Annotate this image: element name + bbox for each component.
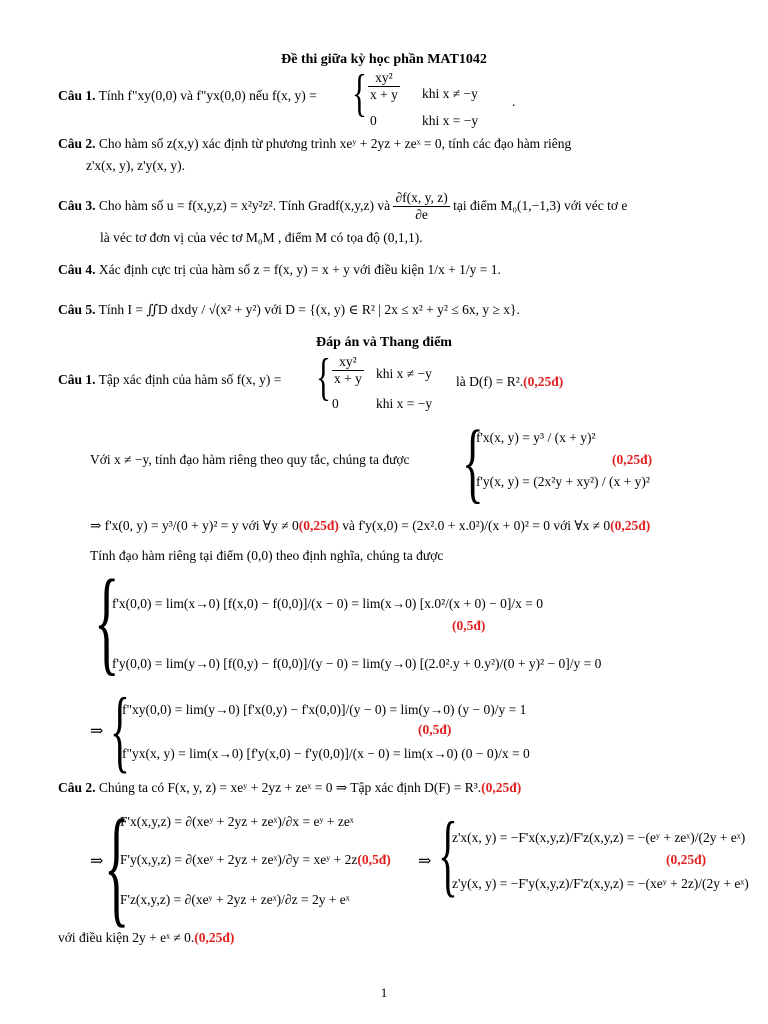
a1-domain-text: Tập xác định của hàm số f(x, y) = <box>98 372 282 387</box>
a1-score-mixed: (0,5đ) <box>418 722 452 737</box>
a1-line-fx0: ⇒ f'x(0, y) = y³/(0 + y)² = y với ∀y ≠ 0 <box>90 518 299 533</box>
q1-case1 <box>368 70 400 103</box>
a2-Fz: F'z(x,y,z) = ∂(xeʸ + 2yz + zeˣ)/∂z = 2y + eˣ <box>120 892 350 907</box>
page-number: 1 <box>380 985 388 1000</box>
a1-case2: 0 <box>332 396 339 411</box>
a1-line-fy0: và f'y(x,0) = (2x².0 + x.0²)/(x + 0)² = 0 với ∀x ≠ 0 <box>342 518 611 533</box>
q1-case1-cond: khi x ≠ −y <box>422 86 478 101</box>
q1-case1-num: xy² <box>368 70 400 87</box>
a1-score-fy0: (0,25đ) <box>610 518 651 533</box>
q5-label: Câu 5. <box>58 302 96 317</box>
a2-z-brace: { <box>438 803 458 905</box>
a1-mixed-yx: f"yx(x, y) = lim(x→0) [f'y(x,0) − f'y(0,0)]/(x − 0) = lim(x→0) (0 − 0)/x = 0 <box>122 746 530 761</box>
question-4 <box>58 262 501 278</box>
a1-partial-line <box>90 518 650 534</box>
a1-fy: f'y(x, y) = (2x²y + xy²) / (x + y)² <box>476 474 650 489</box>
q1-brace: { <box>352 65 367 122</box>
q2-label: Câu 2. <box>58 136 96 151</box>
q1-case2: 0 <box>370 113 377 128</box>
a1-rule-brace: { <box>462 413 484 512</box>
q4-cond: 1/x + 1/y = 1. <box>427 262 501 277</box>
a1-rule-text: Với x ≠ −y, tính đạo hàm riêng theo quy tắc, chúng ta được <box>90 452 410 467</box>
a1-domain-result: là D(f) = R². <box>456 374 524 389</box>
a2-score3: (0,25đ) <box>666 852 707 867</box>
a1-def-fy: f'y(0,0) = lim(y→0) [f(0,y) − f(0,0)]/(y − 0) = lim(y→0) [(2.0².y + 0.y²)/(0 + y)² − 0]/y = 0 <box>112 656 602 671</box>
answers-title: Đáp án và Thang điểm <box>316 335 452 350</box>
q1-text: Tính f"xy(0,0) và f"yx(0,0) nếu f(x, y) = <box>98 88 317 103</box>
a1-case1 <box>332 354 364 387</box>
q2-text2: z'x(x, y), z'y(x, y). <box>86 158 185 173</box>
a1-mixed-xy: f"xy(0,0) = lim(y→0) [f'x(0,y) − f'x(0,0)]/(y − 0) = lim(y→0) (y − 0)/y = 1 <box>122 702 527 717</box>
q1-label: Câu 1. <box>58 88 96 103</box>
a1-case2-cond: khi x = −y <box>376 396 433 411</box>
question-3 <box>58 190 627 223</box>
a1-domain-result-line <box>456 374 563 390</box>
a1-implies: ⇒ <box>90 723 104 740</box>
q4-text: Xác định cực trị của hàm số z = f(x, y) = x + y với điều kiện <box>98 262 425 277</box>
a2-implies-1: ⇒ <box>90 853 104 870</box>
a2-Fy-text: F'y(x,y,z) = ∂(xeʸ + 2yz + zeˣ)/∂y = xeʸ + 2z <box>120 852 358 867</box>
a1-case1-num: xy² <box>332 354 364 371</box>
a2-F-brace: { <box>104 792 130 939</box>
a1-brace: { <box>316 349 331 406</box>
a1-def-fx: f'x(0,0) = lim(x→0) [f(x,0) − f(0,0)]/(x − 0) = lim(x→0) [x.0²/(x + 0) − 0]/x = 0 <box>112 596 543 611</box>
q1-end: . <box>512 94 516 109</box>
a2-zx: z'x(x, y) = −F'x(x,y,z)/F'z(x,y,z) = −(eʸ + zeˣ)/(2y + eˣ) <box>452 830 746 845</box>
exam-title: Đề thi giữa kỳ học phần MAT1042 <box>281 52 487 67</box>
a2-Fx: F'x(x,y,z) = ∂(xeʸ + 2yz + zeˣ)/∂x = eʸ + zeˣ <box>120 814 354 829</box>
a1-def-brace: { <box>94 555 120 686</box>
q3-text2: là véc tơ đơn vị của véc tơ M₀M , điểm M có tọa độ (0,1,1). <box>100 230 423 245</box>
q3-label: Câu 3. <box>58 197 96 213</box>
a1-def-text: Tính đạo hàm riêng tại điểm (0,0) theo định nghĩa, chúng ta được <box>90 548 444 563</box>
q4-label: Câu 4. <box>58 262 96 277</box>
a2-label: Câu 2. <box>58 780 96 795</box>
q3-frac-num: ∂f(x, y, z) <box>393 190 449 207</box>
q3-frac-den: ∂e <box>415 207 428 223</box>
a2-score2: (0,5đ) <box>357 852 391 867</box>
a2-Fy <box>120 852 391 868</box>
a2-cond-line <box>58 930 234 946</box>
a1-case1-den: x + y <box>334 371 362 387</box>
a1-score-domain: (0,25đ) <box>523 374 564 389</box>
question-1 <box>58 88 317 104</box>
question-5 <box>58 302 520 318</box>
a2-cond: với điều kiện 2y + eˣ ≠ 0. <box>58 930 195 945</box>
a2-implies-2: ⇒ <box>418 853 432 870</box>
a2-text: Chúng ta có F(x, y, z) = xeʸ + 2yz + zeˣ = 0 ⇒ Tập xác định D(F) = R³. <box>98 780 482 795</box>
a1-mixed-brace: { <box>110 679 130 781</box>
a1-fx: f'x(x, y) = y³ / (x + y)² <box>476 430 596 445</box>
q3-text: Cho hàm số u = f(x,y,z) = x²y²z². Tính Gradf(x,y,z) và <box>98 197 391 213</box>
question-2 <box>58 136 571 152</box>
q1-case2-cond: khi x = −y <box>422 113 479 128</box>
q1-case1-den: x + y <box>370 87 398 103</box>
answer-1-domain <box>58 372 281 388</box>
a2-zy: z'y(x, y) = −F'y(x,y,z)/F'z(x,y,z) = −(xeʸ + 2z)/(2y + eˣ) <box>452 876 749 891</box>
a1-case1-cond: khi x ≠ −y <box>376 366 432 381</box>
a1-label: Câu 1. <box>58 372 96 387</box>
a1-score-rule: (0,25đ) <box>612 452 653 467</box>
a1-score-def: (0,5đ) <box>452 618 486 633</box>
q2-text: Cho hàm số z(x,y) xác định từ phương trình xeʸ + 2yz + zeˣ = 0, tính các đạo hàm riêng <box>98 136 572 151</box>
q5-text: Tính I = ∬D dxdy / √(x² + y²) với D = {(x, y) ∈ R² | 2x ≤ x² + y² ≤ 6x, y ≥ x}. <box>98 302 520 317</box>
a2-score4: (0,25đ) <box>194 930 235 945</box>
q3-text-after: tại điểm M₀(1,−1,3) với véc tơ e <box>453 197 628 213</box>
a1-score-fx0: (0,25đ) <box>298 518 339 533</box>
a2-score1: (0,25đ) <box>481 780 522 795</box>
